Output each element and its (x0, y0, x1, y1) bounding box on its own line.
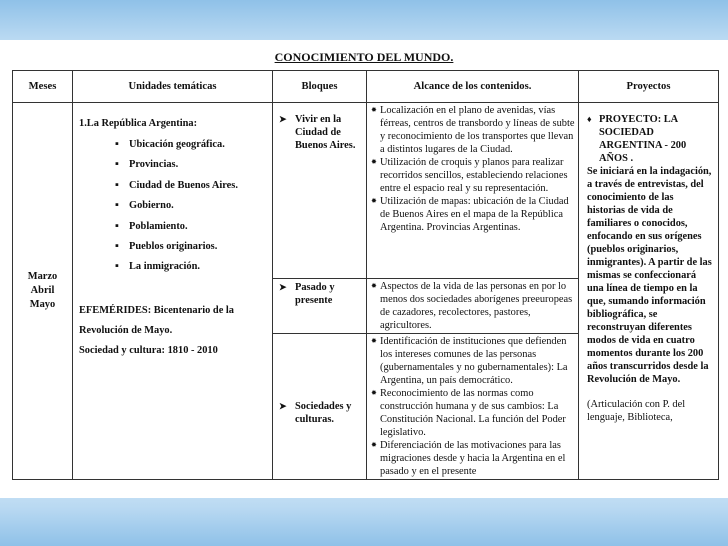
alcance-item: ✸ Utilización de mapas: ubicación de la Ciudad de Buenos Aires en el mapa de la República Argentina. Provincias Argentinas. (371, 195, 575, 234)
list-item: ▪ Gobierno. (115, 199, 266, 212)
bloque-cell (273, 334, 367, 480)
alcance-item: ✸ Diferenciación de las motivaciones para las migraciones desde y hacia la Argentina en el pasado y en el presente (371, 439, 575, 478)
alcance-item: ✸ Utilización de croquis y planos para realizar recorridos sencillos, estableciendo relaciones entre el espacio real y su representación. (371, 156, 575, 195)
list-item: ▪ La inmigración. (115, 260, 266, 273)
list-item: ▪ Pueblos originarios. (115, 240, 266, 253)
alcance-cell (367, 103, 579, 279)
header-alcance: Alcance de los contenidos. (367, 71, 579, 103)
proyectos-cell (579, 103, 719, 480)
month-label: Marzo (27, 271, 58, 282)
month-label: Mayo (29, 299, 56, 310)
alcance-cell (367, 279, 579, 334)
project-note: (Articulación con P. del lenguaje, Biblioteca, (587, 399, 686, 423)
curriculum-table (12, 70, 719, 480)
alcance-item: ✸ Identificación de instituciones que defienden los intereses comunes de las personas (gubernamentales y no gubernamentales): La Argentina, un país democrático. (371, 335, 575, 387)
list-item: ▪ Provincias. (115, 158, 266, 171)
meses-cell (13, 103, 73, 480)
alcance-item: ✸ Reconocimiento de las normas como construcción humana y de sus cambios: La Constitución Nacional. La función del Poder legislativo. (371, 387, 575, 439)
project-title: ♦ PROYECTO: LA SOCIEDAD ARGENTINA - 200 AÑOS . (587, 113, 714, 165)
table-row (13, 103, 719, 279)
bloque-cell (273, 103, 367, 279)
list-item: ▪ Ciudad de Buenos Aires. (115, 179, 266, 192)
bloque-label: Pasado y presente (295, 282, 335, 306)
arrow-icon: ➤ (279, 401, 287, 411)
project-description: Se iniciará en la indagación, a través de entrevistas, del conocimiento de las historias de vida de familiares o conocidos, enfocando en sus orígenes (pueblos originarios, inmigrantes). A partir de las mismas se confeccionará una línea de tiempo en la que, sumando información bibliográfica, se reconstruyan diferentes modos de vida en cuatro momentos durante los 200 años transcurridos desde la Revolución de Mayo. (587, 166, 712, 385)
alcance-item: ✸ Localización en el plano de avenidas, vías férreas, centros de transbordo y líneas de subte y reconocimiento de los transportes que llevan a distintos lugares de la Ciudad. (371, 104, 575, 156)
header-meses: Meses (13, 71, 73, 103)
unit-main-title: 1.La República Argentina: (79, 118, 198, 129)
list-item: ▪ Ubicación geográfica. (115, 138, 266, 151)
list-item: ▪ Poblamiento. (115, 220, 266, 233)
bloque-label: Vivir en la Ciudad de Buenos Aires. (295, 114, 356, 151)
table-header-row (13, 71, 719, 103)
unit-topic-list (115, 138, 266, 273)
document-title: CONOCIMIENTO DEL MUNDO. (274, 50, 454, 64)
arrow-icon: ➤ (279, 114, 287, 124)
arrow-icon: ➤ (279, 282, 287, 292)
sociedad-text: Sociedad y cultura: 1810 - 2010 (79, 345, 218, 357)
bloque-label: Sociedades y culturas. (295, 401, 352, 425)
alcance-item: ✸ Aspectos de la vida de las personas en por lo menos dos sociedades aborígenes preeuropeas de cazadores, recolectores, pastores, agricultores. (371, 280, 575, 332)
document-page (0, 40, 728, 498)
header-proyectos: Proyectos (579, 71, 719, 103)
efemerides-text: EFEMÉRIDES: Bicentenario de la Revolución de Mayo. (79, 305, 234, 337)
header-unidades: Unidades temáticas (73, 71, 273, 103)
alcance-cell (367, 334, 579, 480)
header-bloques: Bloques (273, 71, 367, 103)
unidades-cell (73, 103, 273, 480)
month-label: Abril (30, 285, 55, 296)
bloque-cell (273, 279, 367, 334)
